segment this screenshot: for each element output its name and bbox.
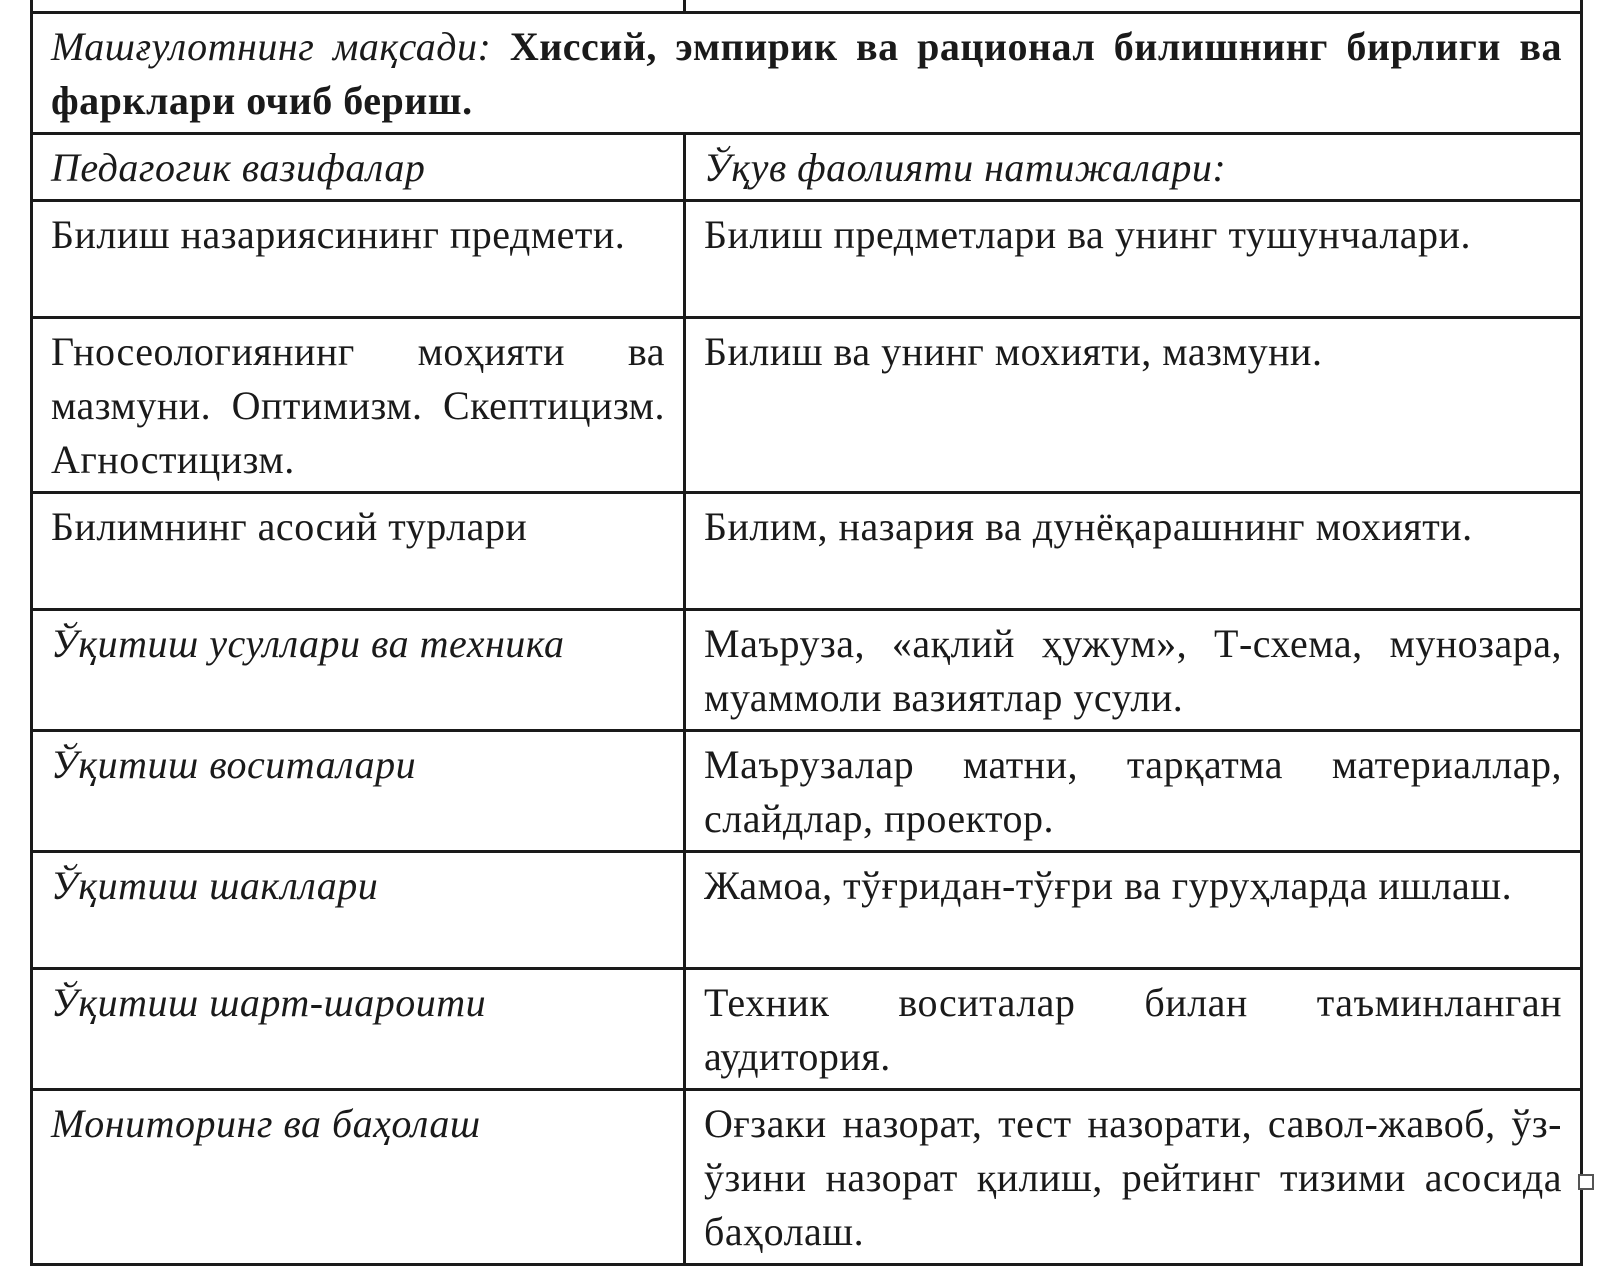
table-row: [32, 493, 1582, 610]
row-right-cell: Билиш предметлари ва унинг тушунчалари.: [685, 201, 1582, 318]
row-right-cell: Маъруза, «ақлий ҳужум», Т-схема, мунозара, муаммоли вазиятлар усули.: [685, 610, 1582, 731]
resize-handle-icon[interactable]: [1578, 1174, 1594, 1190]
table-row: [32, 318, 1582, 493]
goal-label: Машғулотнинг мақсади:: [51, 24, 492, 69]
row-left-cell: Ўқитиш шарт-шароити: [32, 969, 685, 1090]
row-right-cell: Билиш ва унинг мохияти, мазмуни.: [685, 318, 1582, 493]
row-left-cell: Гносеологиянинг моҳияти ва мазмуни. Оптимизм. Скептицизм. Агностицизм.: [32, 318, 685, 493]
table-row: [32, 610, 1582, 731]
row-right-cell: Оғзаки назорат, тест назорати, савол-жавоб, ўз-ўзини назорат қилиш, рейтинг тизими асосида баҳолаш.: [685, 1090, 1582, 1265]
row-left-cell: Билимнинг асосий турлари: [32, 493, 685, 610]
row-left-cell: Мониторинг ва баҳолаш: [32, 1090, 685, 1265]
goal-row: [32, 13, 1582, 134]
table-row: [32, 201, 1582, 318]
top-left-cell: [32, 0, 685, 13]
row-right-cell: Техник воситалар билан таъминланган аудитория.: [685, 969, 1582, 1090]
goal-cell: [32, 13, 1582, 134]
header-right: Ўқув фаолияти натижалари:: [685, 134, 1582, 201]
row-right-cell: Жамоа, тўғридан-тўғри ва гуруҳларда ишлаш.: [685, 852, 1582, 969]
table-row: [32, 852, 1582, 969]
top-right-cell: [685, 0, 1582, 13]
row-right-cell: Маърузалар матни, тарқатма материаллар, слайдлар, проектор.: [685, 731, 1582, 852]
goal-text: Хиссий, эмпирик ва рационал билишнинг бирлиги ва фарклари очиб бериш.: [51, 24, 1562, 123]
row-left-cell: Ўқитиш шакллари: [32, 852, 685, 969]
row-left-cell: Ўқитиш воситалари: [32, 731, 685, 852]
header-left: Педагогик вазифалар: [32, 134, 685, 201]
table-top-row: [32, 0, 1582, 13]
header-row: [32, 134, 1582, 201]
table-row: [32, 731, 1582, 852]
table-row: [32, 1090, 1582, 1265]
row-left-cell: Ўқитиш усуллари ва техника: [32, 610, 685, 731]
lesson-plan-table: [30, 0, 1583, 1266]
row-left-cell: Билиш назариясининг предмети.: [32, 201, 685, 318]
table-row: [32, 969, 1582, 1090]
row-right-cell: Билим, назария ва дунёқарашнинг мохияти.: [685, 493, 1582, 610]
